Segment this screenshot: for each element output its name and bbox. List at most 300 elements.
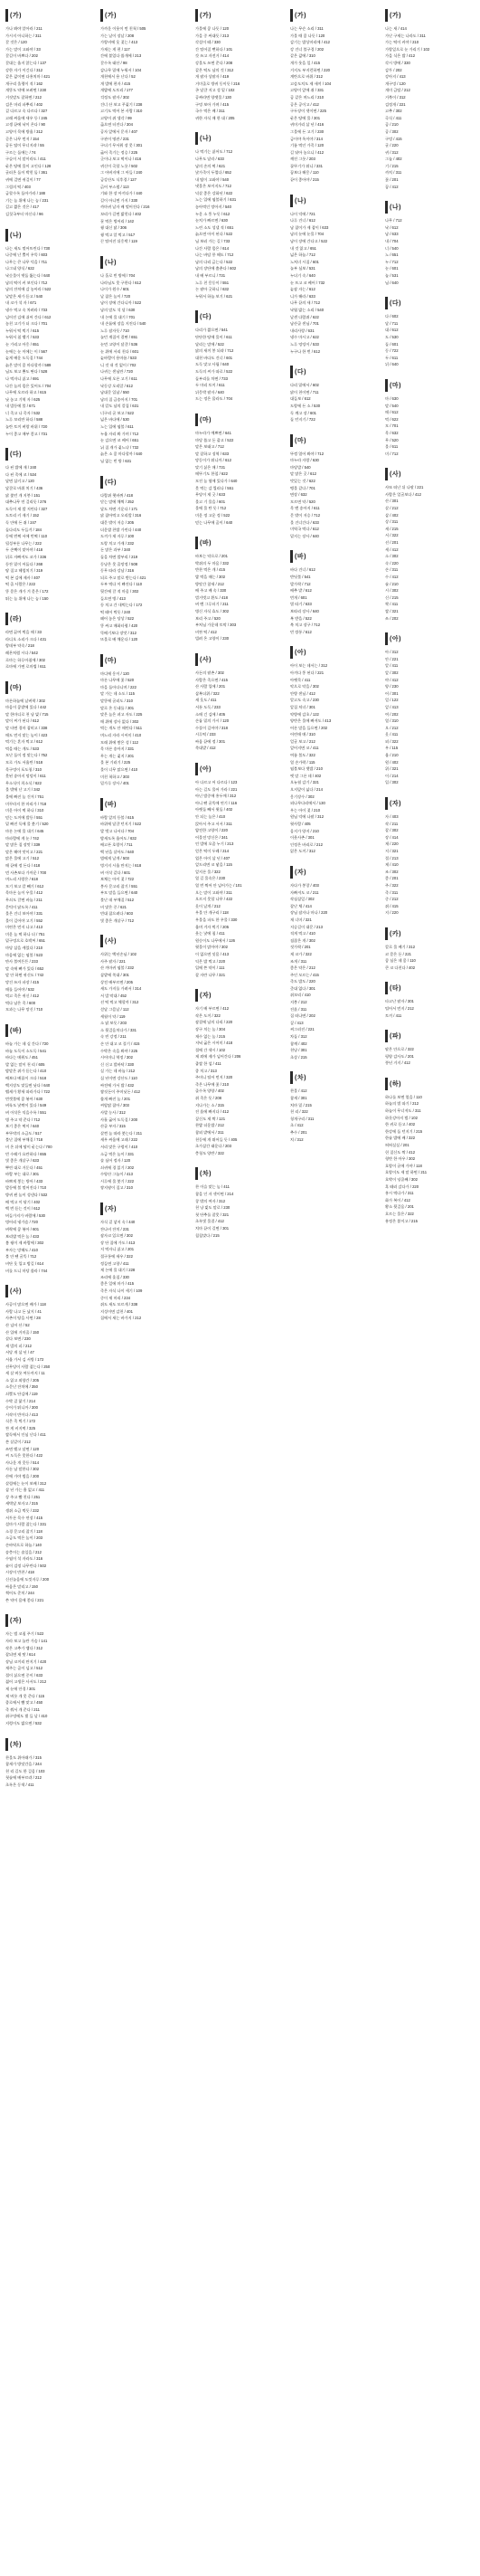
section-header: (가) — [5, 9, 95, 22]
index-entry: 무 / 520 — [385, 437, 399, 442]
index-entry: 말 안 하면 귀신도 / 742 — [5, 973, 44, 978]
index-entry: 끈 떨어진 뒤웅박 / 119 — [100, 239, 137, 244]
index-entry: 새도 가지를 가려서 / 314 — [100, 986, 142, 992]
index-entry: 낙숫물이 댓돌 뚫는다 / 640 — [5, 273, 51, 278]
index-entry: 님도 보고 뽕도 딴다 / 528 — [5, 369, 48, 375]
index-entry: 자기 배 부르면 / 412 — [195, 1006, 230, 1012]
index-entry: 까치 / 311 — [385, 170, 402, 176]
section-header: (사) — [195, 653, 285, 666]
index-entry: 나라님도 못 구한다 / 612 — [100, 280, 142, 285]
section-header: (다) — [5, 448, 95, 461]
index-entry: 발등에 불 떨어진다 / 710 — [5, 1185, 47, 1191]
index-entry: 이 / 214 — [385, 773, 399, 778]
index-entry: 열 길 물속은 / 230 — [195, 876, 226, 881]
index-entry: 달걀로 바위 치기 / 436 — [5, 486, 43, 491]
index-entry: 옷이 날개 / 212 — [195, 903, 221, 908]
index-entry: 간에 붙었다 쓸개에 / 213 — [100, 53, 142, 59]
index-entry: 자식 겉 낳지 속 / 440 — [100, 1220, 136, 1225]
index-entry: 늙은 말이 콩 마다할까 / 589 — [5, 362, 52, 367]
index-entry: 랑데부 약속 / 218 — [5, 643, 34, 649]
index-entry: 거지도 부지런하면 / 220 — [290, 67, 331, 72]
index-entry: 안 / 221 — [385, 656, 399, 661]
index-entry: 노처녀 시집 / 601 — [290, 259, 319, 264]
index-entry: 남의 떡이 커 보인다 / 712 — [5, 280, 48, 285]
index-entry: 사람은 얼굴보다 / 412 — [385, 491, 421, 497]
index-entry: 위 / 321 — [385, 766, 399, 772]
index-entry: 갈 것은 / 120 — [5, 40, 27, 45]
index-entry: 나무에 오르라 하고 / 615 — [5, 390, 47, 395]
index-entry: 뛰는 놈 위에 나는 놈 / 150 — [5, 595, 49, 601]
index-section — [290, 1071, 380, 1143]
index-entry: 바람 앞의 등불 / 615 — [100, 814, 135, 820]
index-entry: 술 / 210 — [385, 581, 399, 586]
index-entry: 누워서 하늘 보기 / 621 — [195, 293, 233, 299]
index-entry: 대 / 612 — [385, 328, 399, 333]
index-entry: 초록빛 물결 / 412 — [195, 1219, 224, 1224]
index-entry: 여름 불도 / 322 — [290, 753, 315, 758]
index-entry: 누구나 한 번 / 612 — [290, 348, 321, 354]
index-entry: 병 주고 약 준다 / 712 — [5, 1117, 41, 1122]
index-entry: 느린 소도 성낼 적 / 651 — [195, 224, 234, 230]
index-entry: 되로 주고 말로 받는다 / 421 — [100, 575, 146, 580]
index-entry: 동에 번쩍 서에 번쩍 / 110 — [5, 534, 48, 539]
index-entry: 노는 입에 염불하기 / 631 — [195, 197, 237, 203]
index-entry: 라디오 소리가 크다 / 431 — [5, 636, 47, 642]
index-entry: 뒤로 자빠져도 코가 / 336 — [5, 554, 47, 559]
index-entry: 소매 긴 김에 / 405 — [195, 711, 226, 717]
index-entry: 닭 쫓던 개 지붕 / 151 — [5, 492, 41, 498]
index-entry: 소경 문고리 잡기 / 118 — [5, 1528, 42, 1534]
index-entry: 신 / 215 — [385, 594, 399, 600]
index-entry: 갈대는 울지 않는다 / 137 — [5, 60, 47, 65]
index-entry: 입에 쓴 약이 / 111 — [195, 965, 225, 971]
index-entry: 똥 싸고 매화타령 / 420 — [100, 623, 138, 628]
index-entry: 남의 잔치에 감 놓아라 / 522 — [5, 287, 52, 292]
index-entry: 악으로 악을 / 302 — [290, 684, 319, 689]
index-entry: 나그네 양식 / 622 — [5, 266, 34, 271]
index-entry: 집에서 새는 바가지 / 212 — [100, 1316, 142, 1321]
index-entry: 초 / 412 — [290, 1123, 304, 1128]
index-entry: 수풀이 깊어야 / 318 — [195, 725, 228, 730]
index-section — [195, 653, 285, 752]
index-entry: 빈대 잡으려다 / 603 — [100, 911, 133, 917]
index-entry: 알고도 속고 / 230 — [290, 698, 319, 703]
index-entry: 공 / 302 — [385, 128, 399, 134]
index-entry: 번개 / 601 — [290, 594, 307, 600]
index-entry: 달 / 711 — [385, 320, 399, 326]
index-entry: 쌀 / 321 — [385, 608, 399, 613]
index-entry: 치 / 312 — [290, 1136, 304, 1142]
index-entry: 좋 / 201 — [385, 876, 399, 881]
index-section — [195, 763, 285, 978]
index-entry: 어물전 망신은 / 341 — [195, 834, 228, 840]
index-entry: 저녁 굶은 시어미 / 418 — [195, 1041, 233, 1046]
index-entry: 간 떨어질 뻔하다 / 101 — [195, 46, 233, 52]
section-header: (차) — [195, 1167, 285, 1180]
index-entry: 코 묻은 돈 / 221 — [385, 951, 411, 956]
index-entry: 꿈보다 해몽 / 110 — [290, 170, 319, 176]
index-entry: 앉아서 주고 서서 / 311 — [195, 821, 232, 826]
index-entry: 떡 본 김에 제사 / 407 — [5, 575, 41, 580]
index-entry: 꼬리가 길면 밟힌다 / 402 — [100, 212, 142, 217]
index-entry: 못 먹는 감 찔러나 / 551 — [195, 485, 234, 490]
index-entry: 쥐구멍에도 볕 들 날 / 410 — [5, 1714, 48, 1719]
index-entry: 눈 감으면 코 베어 / 651 — [100, 438, 139, 443]
index-entry: 물이 깊어야 고기 / 552 — [5, 917, 43, 923]
index-entry: 가는 떡이 커야 / 210 — [385, 40, 419, 45]
section-header: (하) — [385, 1078, 475, 1090]
index-entry: 모기 보고 칼 빼기 / 612 — [5, 883, 44, 889]
index-entry: 장님 코끼리 만지기 / 420 — [5, 1659, 47, 1664]
index-entry: 매 끝에 정 든다 / 418 — [5, 862, 41, 868]
index-entry: 길 닦아 놓으니 / 412 — [290, 149, 325, 155]
index-entry: 나무에 오른 고기 / 611 — [100, 375, 137, 381]
index-entry: 새우 싸움에 고래 / 222 — [100, 1137, 138, 1143]
index-entry: 개구리 올챙이 적 / 162 — [5, 81, 43, 86]
index-entry: 참새가 방앗간을 / 244 — [5, 1762, 42, 1767]
index-entry: 배 먹고 이 닦기 / 402 — [5, 1199, 41, 1204]
section-header: (타) — [385, 982, 475, 994]
index-entry: 이 없으면 잇몸 / 413 — [195, 951, 230, 956]
index-entry: 얼굴 보고 / 212 — [290, 738, 315, 744]
index-entry: 호랑이도 제 말 하면 / 211 — [385, 1170, 428, 1175]
index-entry: 작은 고추가 맵다 / 312 — [5, 1645, 43, 1650]
index-entry: 아 / 312 — [385, 650, 399, 655]
index-entry: 벼 이삭 같다 / 601 — [100, 870, 131, 875]
index-entry: 비단 옷 입고 밤길 / 614 — [5, 1261, 44, 1266]
index-entry: 찬물 / 412 — [290, 1088, 307, 1094]
section-header: (마) — [385, 379, 475, 392]
index-entry: 세 살 버릇 여든까지 / 11 — [5, 1371, 45, 1376]
index-entry: 반찬 먹은 개 / 415 — [195, 567, 226, 573]
index-entry: 마른 논에 물 대기 / 645 — [5, 828, 44, 833]
index-entry: 찌그러진 / 221 — [290, 1027, 315, 1032]
index-entry: 좋은 약은 / 212 — [290, 965, 315, 971]
index-entry: 재주는 곰이 넘고 / 512 — [5, 1666, 43, 1671]
index-entry: 생쥐 소금 먹듯 / 232 — [5, 1508, 40, 1513]
index-entry: 오는 말이 고와야 / 311 — [195, 889, 232, 895]
index-entry: 가시지 아니하는 / 311 — [5, 33, 42, 38]
index-entry: 작은 도끼 / 322 — [195, 1012, 221, 1018]
index-entry: 남대문 입납 / 550 — [100, 390, 129, 395]
index-entry: 소 잃고 외양간 / 205 — [5, 1377, 40, 1383]
index-entry: 바늘 도둑이 소도둑 / 541 — [5, 1048, 47, 1053]
index-entry: 놓친 고기가 더 크다 / 701 — [5, 321, 48, 327]
index-entry: 꿩 대신 닭 / 306 — [100, 225, 127, 231]
index-entry: 거짓말도 잘하면 / 212 — [5, 94, 42, 100]
index-entry: 바위에 달걀 던지기 / 522 — [100, 822, 142, 827]
index-entry: 마파람에 게 눈 / 742 — [5, 835, 40, 841]
index-entry: 호박이 넝쿨째 / 302 — [385, 1177, 418, 1182]
index-entry: 참깨 / 402 — [290, 1041, 307, 1046]
index-entry: 십 년이면 강산도 / 110 — [100, 1075, 137, 1080]
index-entry: 작심삼일 / 302 — [290, 897, 315, 902]
index-entry: 나무 / 712 — [385, 218, 402, 223]
index-entry: 선 / 201 — [385, 540, 399, 546]
index-entry: 소 닭 보듯 / 203 — [100, 1021, 127, 1026]
index-entry: 못된 송아지 엉덩이 / 611 — [5, 774, 46, 779]
index-entry: 너 죽고 나 죽자 / 532 — [5, 410, 41, 415]
index-entry: 곰 / 210 — [385, 122, 399, 128]
index-entry: 나간 놈의 몫은 있어도 / 704 — [5, 383, 52, 388]
index-entry: 손톱 밑의 가시 / 120 — [195, 718, 230, 724]
index-entry: 기름 먹인 가죽 / 120 — [290, 143, 325, 148]
index-entry: 낙엽 밟는 소리 / 540 — [290, 307, 325, 312]
index-entry: 가랑비에 옷 젖는 / 413 — [100, 40, 138, 45]
index-entry: 주인 모르는 / 415 — [290, 972, 319, 977]
index-entry: 고추 / 302 — [385, 109, 402, 114]
section-header: (나) — [385, 201, 475, 214]
index-entry: 뉘 집 개가 짖느냐 / 732 — [100, 444, 139, 450]
section-header: (마) — [195, 413, 285, 426]
index-entry: 참을 인 자 셋이면 / 214 — [195, 1191, 234, 1196]
index-entry: 늙은 소 콩 마다할까 / 640 — [100, 452, 143, 457]
index-entry: 미친 척하고 / 303 — [100, 774, 129, 779]
index-entry: 그물에 든 고기 / 230 — [290, 128, 325, 134]
index-entry: 닫는 말에 채찍 / 252 — [100, 499, 135, 505]
index-entry: 매도 먼저 맞는 놈이 / 423 — [5, 732, 48, 737]
index-entry: 우물을 파도 한 우물 / 330 — [195, 917, 238, 922]
index-entry: 시작이 반이다 / 413 — [5, 1412, 38, 1417]
section-header: (바) — [100, 798, 190, 811]
index-entry: 밑 빠진 독에 물 붓기 / 520 — [5, 822, 49, 827]
index-entry: 하룻강아지 범 / 102 — [385, 1115, 418, 1120]
index-entry: 넉살 좋은 강화년 / 622 — [195, 190, 233, 195]
index-entry: 양반은 물에 빠져도 / 413 — [290, 718, 332, 724]
index-entry: 섣달 그믐날 / 112 — [100, 1007, 129, 1012]
index-section — [5, 229, 95, 438]
index-entry: 재 너머 / 321 — [290, 917, 312, 922]
index-entry: 새벽달 보자고 / 315 — [5, 1501, 38, 1507]
index-entry: 나는 바담 풍 해도 / 712 — [195, 252, 234, 258]
index-entry: 누더기 속 / 640 — [290, 273, 315, 278]
section-header: (나) — [100, 256, 190, 269]
index-entry: 사공이 많으면 배가 / 118 — [5, 1302, 46, 1307]
index-entry: 떡 떼어 먹듯 / 240 — [100, 609, 131, 614]
index-section — [290, 866, 380, 1060]
index-entry: 굳은 땅에 물이 고인다 / 128 — [5, 163, 52, 168]
section-header: (나) — [290, 195, 380, 207]
index-entry: 거미줄로 방귀 동이듯 / 216 — [195, 81, 240, 86]
index-entry: 주 / 322 — [385, 882, 399, 888]
index-entry: 삼밭에 쑥대 / 301 — [100, 973, 129, 978]
index-entry: 천냥 / 301 — [290, 1048, 307, 1053]
index-entry: 귀에 걸면 귀걸이 / 77 — [5, 177, 41, 183]
index-entry: 며느리 사랑은 / 618 — [5, 877, 38, 882]
section-header: (나) — [195, 132, 285, 145]
index-entry: 끝이 좋아야 / 215 — [290, 177, 319, 183]
index-section — [100, 798, 190, 925]
index-entry: 마음이 콩밭에 있다 / 442 — [5, 705, 47, 710]
index-entry: 익은 밥 먹고 / 220 — [195, 958, 226, 964]
index-entry: 귀한 자식 매 한 대 / 205 — [195, 115, 235, 120]
section-header: (자) — [100, 1202, 190, 1215]
index-entry: 새 / 215 — [385, 526, 399, 531]
index-entry: 아끼다 똥 된다 / 221 — [290, 670, 325, 675]
index-entry: 대천 바다도 건너 / 601 — [195, 355, 233, 360]
index-entry: 넓은 바다에 / 530 — [100, 417, 129, 423]
index-entry: 방앗간 참새 / 212 — [195, 581, 224, 586]
index-section — [290, 434, 380, 540]
index-section — [5, 1738, 95, 1789]
index-entry: 제 논에 물 대기 / 228 — [100, 1268, 136, 1273]
index-entry: 조개 / 311 — [290, 958, 307, 964]
index-entry: 맞기 싫은 매 / 731 — [195, 464, 226, 470]
index-entry: 고래 싸움에 새우 등 / 245 — [5, 115, 48, 120]
index-entry: 금강산도 식후경 / 127 — [100, 177, 136, 183]
index-entry: 노루 꼬리만 하다 / 588 — [5, 417, 43, 423]
index-entry: 며느리 자라 시어미 / 410 — [100, 733, 142, 738]
index-entry: 구두장이 셋이면 / 225 — [290, 109, 326, 114]
index-entry: 구멍 보아 가며 / 415 — [195, 101, 230, 107]
index-section — [385, 379, 475, 457]
section-header: (사) — [5, 1285, 95, 1298]
index-entry: 나 먹기는 싫어도 / 712 — [195, 149, 233, 155]
index-section — [385, 982, 475, 1019]
index-entry: 제 코가 / 322 — [290, 951, 312, 956]
index-entry: 매 위에 장사 없다 / 302 — [100, 718, 139, 724]
index-entry: 아랫목 / 411 — [290, 677, 311, 682]
section-header: (바) — [195, 537, 285, 549]
index-entry: 가재는 게 편 / 117 — [100, 46, 130, 52]
section-header: (다) — [290, 366, 380, 378]
index-entry: 나 먹자니 싫고 / 691 — [5, 375, 40, 381]
index-entry: 배추 밭 / 612 — [290, 588, 312, 594]
index-entry: 똥 묻은 개가 겨 묻은 / 172 — [5, 588, 49, 594]
section-header: (나) — [5, 229, 95, 242]
index-entry: 살찐 놈 따라 붓는다 / 211 — [100, 1130, 143, 1136]
index-entry: 아 다르고 어 다르다 / 123 — [195, 780, 238, 785]
index-entry: 수박은 속을 봐야 / 225 — [100, 1048, 138, 1053]
index-entry: 잃은 도끼 / 312 — [290, 849, 315, 854]
index-entry: 감나무 밑에 누워서 / 104 — [100, 67, 142, 72]
index-entry: 헌 짚신도 짝 / 412 — [385, 1149, 416, 1155]
index-entry: 씨암탉 잡아 / 303 — [100, 1103, 129, 1108]
index-entry: 잘난 체 / 414 — [290, 903, 312, 908]
index-entry: 가난 구제는 나라도 / 311 — [385, 33, 426, 38]
index-entry: 남 / 633 — [385, 232, 399, 237]
index-entry: 발 없는 말이 천 리 / 605 — [5, 1061, 45, 1067]
index-entry: 꿩 먹고 알 먹고 / 517 — [100, 232, 136, 237]
index-entry: 벼 벤 그루터기 / 211 — [195, 602, 229, 607]
index-entry: 중 / 212 — [385, 897, 399, 902]
index-entry: 놓아먹인 망아지 / 540 — [195, 204, 231, 210]
index-entry: 말 가는 데 소도 / 115 — [100, 691, 135, 697]
index-entry: 허허실실 / 201 — [385, 1143, 409, 1148]
index-entry: 감기는 밥상머리에 / 412 — [290, 40, 331, 45]
index-entry: 눈 가리고 아웅 / 651 — [5, 341, 40, 347]
section-header: (파) — [385, 1030, 475, 1042]
index-entry: 소금도 먹은 놈이 / 203 — [5, 1535, 43, 1541]
index-entry: 자빠져도 코 / 211 — [290, 889, 319, 895]
index-entry: 뿌린 대로 거둔다 / 451 — [5, 1164, 43, 1170]
index-entry: 저 먹자니 싫고 / 201 — [100, 1247, 135, 1252]
index-entry: 저 / 321 — [385, 849, 399, 853]
index-entry: 면장 / 632 — [290, 492, 307, 498]
index-entry: 범에게 날개 / 503 — [100, 856, 129, 861]
index-section — [195, 989, 285, 1156]
index-entry: 작 / 211 — [385, 821, 399, 826]
index-entry: 뒤 / 640 — [385, 362, 399, 367]
index-section — [100, 1202, 190, 1322]
index-entry: 벙거지 시울 만지는 / 618 — [100, 862, 142, 868]
index-entry: 가물에 콩 나듯 / 120 — [195, 26, 230, 31]
index-entry: 그늘 / 402 — [385, 157, 402, 162]
index-entry: 두 마리 토끼 / 611 — [195, 383, 225, 388]
index-entry: 보리밥 먹은 놈 / 433 — [5, 1233, 40, 1239]
index-section — [290, 195, 380, 355]
index-entry: 강 건너 불구경 / 202 — [290, 46, 325, 52]
index-entry: 기는 놈 위에 나는 놈 / 231 — [5, 197, 49, 203]
index-entry: 단단한 땅에 물이 / 611 — [195, 334, 232, 339]
section-header: (자) — [290, 866, 380, 879]
index-entry: 두부 먹다 이 빠진다 / 110 — [100, 582, 143, 587]
index-entry: 로마는 하루아침에 / 302 — [5, 657, 46, 662]
index-entry: 동냥은 못 줄망정 / 508 — [100, 561, 138, 566]
index-entry: 지성이면 감천 / 401 — [100, 1308, 133, 1314]
index-entry: 잘 / 302 — [385, 828, 399, 833]
index-entry: 논 팔아 굿하니 / 632 — [195, 287, 230, 292]
index-entry: 쓸개 빠진 놈 / 201 — [100, 1096, 131, 1101]
index-entry: 천 냥 빚도 말로 / 230 — [195, 1205, 231, 1211]
index-entry: 쥐 죽은 듯 / 208 — [195, 1096, 221, 1100]
index-entry: 미 / 712 — [385, 451, 399, 456]
index-entry: 장구 치는 놈 / 304 — [195, 1027, 226, 1032]
index-entry: 날 잡은 놈이 / 720 — [100, 293, 131, 299]
index-entry: 내 코가 석 자 / 671 — [5, 300, 37, 306]
index-entry: 장님 잠자나 마나 / 220 — [290, 910, 328, 916]
index-entry: 미역국 먹다 / 612 — [290, 527, 319, 532]
index-entry: 인정은 바리로 / 212 — [290, 841, 323, 847]
index-entry: 이웃사촌 / 301 — [290, 835, 315, 841]
index-section — [290, 366, 380, 423]
index-entry: 니가 해라 / 633 — [290, 293, 315, 299]
index-entry: 부모 말을 들으면 / 640 — [100, 890, 138, 896]
index-entry: 가랑잎으로 눈 가리기 / 102 — [385, 46, 430, 52]
index-entry: 목마른 놈이 우물 / 412 — [5, 890, 43, 896]
index-entry: 조 / 302 — [385, 869, 399, 874]
index-entry: 번갯불에 콩 볶아 / 630 — [5, 1096, 43, 1101]
index-entry: 벼락에 콩 볶아 / 601 — [5, 1227, 40, 1232]
index-entry: 참외 밭에서 / 311 — [195, 1129, 224, 1135]
index-entry: 업은 아이 삼 년 / 407 — [195, 855, 231, 860]
index-entry: 닭의 새끼 봉 되랴 / 712 — [195, 348, 234, 354]
index-entry: 노 / 651 — [385, 252, 399, 258]
index-entry: 문턱이 닳도록 / 411 — [5, 904, 38, 909]
index-section — [385, 201, 475, 286]
index-entry: 굴러온 돌이 박힌 돌 / 361 — [5, 170, 48, 176]
index-entry: 남의 장단에 춤춘다 / 602 — [195, 266, 237, 271]
index-entry: 도토리 키 재기 / 152 — [5, 513, 40, 518]
index-section — [100, 654, 190, 787]
index-entry: 마당 쓸고 돈 줍고 / 522 — [195, 437, 234, 442]
index-entry: 님 없는 빈 방 / 631 — [100, 459, 132, 464]
index-entry: 닭이 천이면 / 711 — [290, 389, 319, 394]
index-section — [100, 256, 190, 465]
index-section — [290, 550, 380, 635]
index-entry: 웃는 낯에 침 / 411 — [195, 931, 225, 936]
index-entry: 미운 놈 떡 하나 더 / 751 — [5, 931, 45, 936]
index-entry: 놀던 계집이 결딴 / 651 — [100, 335, 138, 340]
index-entry: 내리사랑 / 631 — [290, 328, 315, 333]
index-entry: 한 귀로 듣고 / 402 — [385, 1122, 416, 1127]
index-entry: 망둥이가 뛰니까 / 612 — [195, 458, 231, 463]
index-entry: 모 / 701 — [385, 423, 399, 429]
index-entry: 건너 산 보고 꾸짖기 / 238 — [100, 101, 143, 107]
index-entry: 가물 때 콩 나듯 / 120 — [290, 33, 325, 38]
index-entry: 죽은 나무에 꽃 / 210 — [195, 1081, 230, 1087]
index-entry: 무는 개는 짖지 / 201 — [100, 753, 135, 758]
